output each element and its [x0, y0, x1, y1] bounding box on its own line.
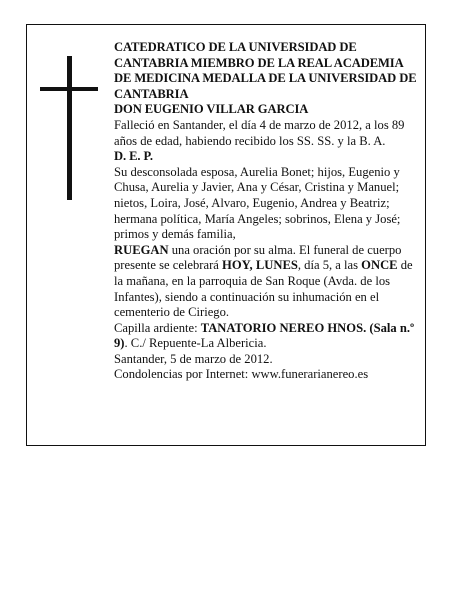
condolences-line: Condolencias por Internet: www.funerarianereo.es — [114, 367, 369, 382]
chapel-label: Capilla ardiente: — [114, 320, 201, 335]
family-list: Su desconsolada esposa, Aurelia Bonet; hijos, Eugenio y Chusa, Aurelia y Javier, Ana y César, Cristina y Manuel; nietos, Loira, José, Alvaro, Eugenio, Andrea y Beatriz; hermana política, María Angeles; sobrinos, Elena y José; primos y demás familia, — [114, 164, 401, 242]
funeral-hour: ONCE — [361, 258, 398, 273]
date-line: Santander, 5 de marzo de 2012. — [114, 351, 273, 366]
chapel-address: . C./ Repuente-La Albericia. — [124, 336, 267, 351]
chapel-name: TANATORIO NEREO HNOS. (Sala n.º 9) — [114, 320, 415, 351]
funeral-text-2: , día 5, a las — [297, 258, 362, 273]
rest-in-peace: D. E. P. — [114, 149, 153, 164]
cross-icon — [67, 56, 72, 200]
funeral-day: HOY, LUNES — [222, 258, 298, 273]
cross-icon-bar — [40, 87, 98, 91]
chapel-info — [114, 321, 422, 352]
ruegan-word: RUEGAN — [114, 242, 169, 257]
funeral-text-1: una oración por su alma. El funeral de cuerpo presente se celebrará — [114, 242, 402, 273]
deceased-name: DON EUGENIO VILLAR GARCIA — [114, 102, 309, 117]
deceased-titles: CATEDRATICO DE LA UNIVERSIDAD DE CANTABRIA MIEMBRO DE LA REAL ACADEMIA DE MEDICINA MEDALLA DE LA UNIVERSIDAD DE CANTABRIA — [114, 40, 417, 101]
obituary-text — [114, 40, 422, 383]
funeral-text-3: de la mañana, en la parroquia de San Roque (Avda. de los Infantes), siendo a continuación su inhumación en el cementerio de Ciriego. — [114, 258, 413, 320]
obituary-notice — [26, 24, 426, 446]
funeral-details — [114, 243, 422, 321]
death-announcement: Falleció en Santander, el día 4 de marzo de 2012, a los 89 años de edad, habiendo recibido los SS. SS. y la B. A. — [114, 117, 405, 148]
